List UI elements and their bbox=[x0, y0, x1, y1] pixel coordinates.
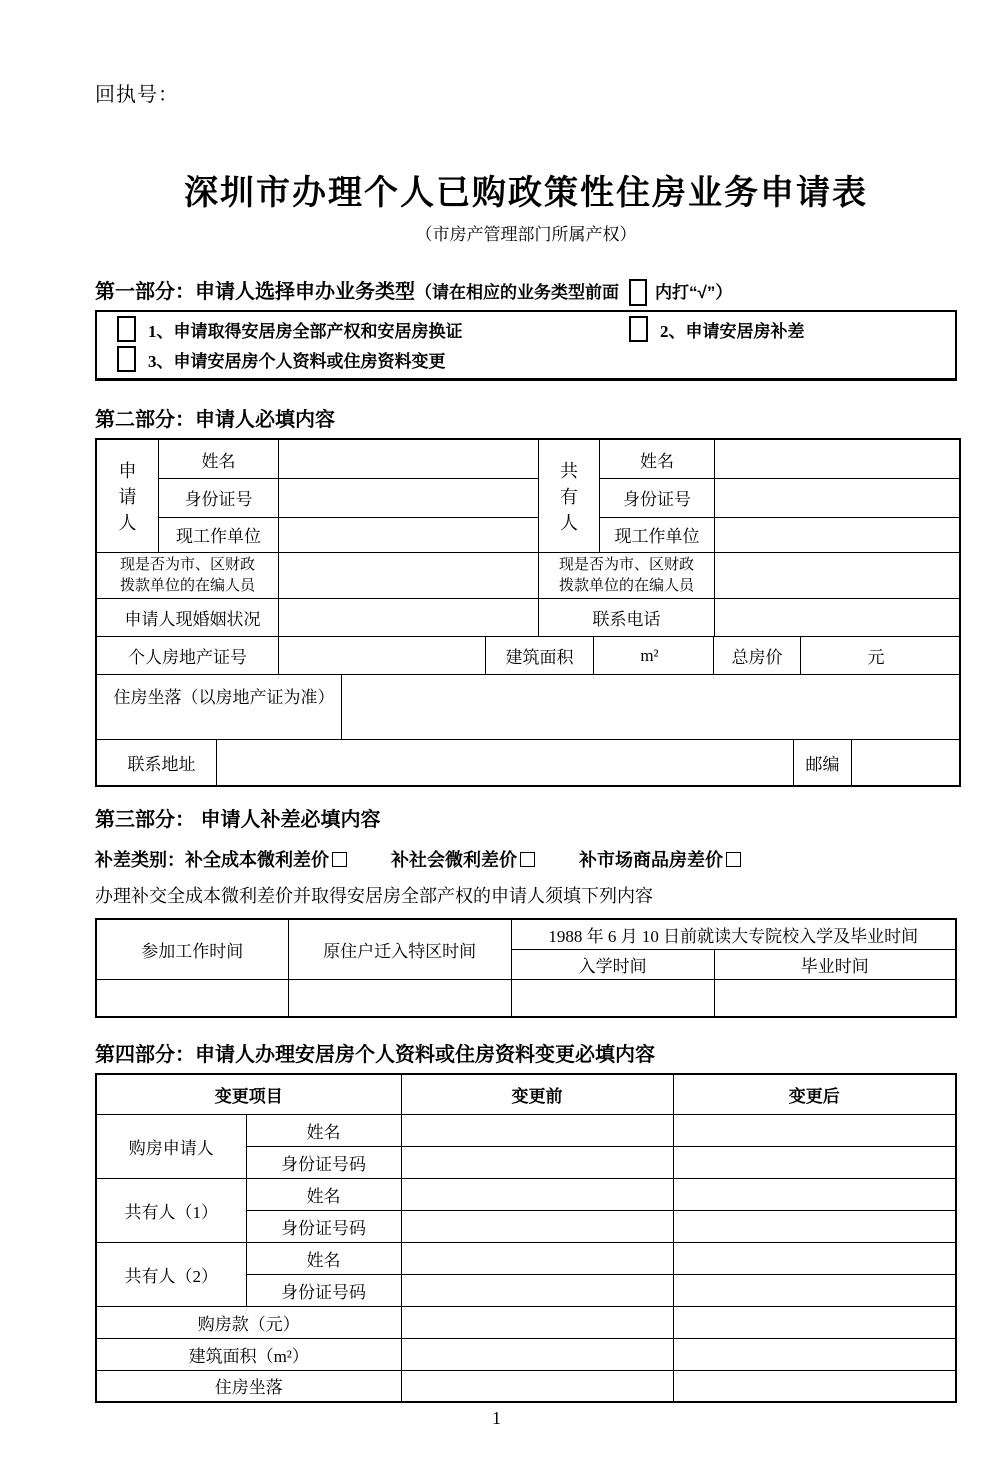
page-title: 深圳市办理个人已购政策性住房业务申请表 bbox=[184, 174, 868, 212]
coowner2-name-label: 姓名 bbox=[246, 1242, 401, 1274]
part3-note-line: 办理补交全成本微利差价并取得安居房全部产权的申请人须填下列内容 bbox=[95, 886, 653, 907]
part2-table bbox=[95, 438, 961, 787]
buyer-group-label: 购房申请人 bbox=[96, 1114, 246, 1178]
part4-table bbox=[95, 1073, 957, 1403]
part1-heading-main: 第一部分：申请人选择申办业务类型 bbox=[95, 281, 415, 303]
category-1-checkbox[interactable] bbox=[332, 852, 347, 867]
location-label: 住房坐落（以房地产证为准） bbox=[97, 675, 342, 739]
coowner2-name-before-cell[interactable] bbox=[401, 1242, 673, 1274]
phone-label: 联系电话 bbox=[539, 599, 715, 636]
category-3-label: 补市场商品房差价 bbox=[579, 850, 723, 871]
part3-category-line bbox=[95, 846, 957, 872]
coowner1-group-label: 共有人（1） bbox=[96, 1178, 246, 1242]
receipt-number-label: 回执号： bbox=[95, 84, 179, 106]
coowner1-id-label: 身份证号码 bbox=[246, 1210, 401, 1242]
area-value-cell[interactable] bbox=[594, 637, 714, 674]
school-time-header: 1988 年 6 月 10 日前就读大专院校入学及毕业时间 bbox=[511, 919, 956, 949]
coowner2-group-label: 共有人（2） bbox=[96, 1242, 246, 1306]
part4-heading: 第四部分：申请人办理安居房个人资料或住房资料变更必填内容 bbox=[95, 1044, 655, 1067]
change-item-header: 变更项目 bbox=[96, 1074, 401, 1114]
applicant-workunit-row bbox=[159, 518, 539, 553]
buyer-id-before-cell[interactable] bbox=[401, 1146, 673, 1178]
address-value-cell[interactable] bbox=[217, 740, 794, 785]
coowner-char: 人 bbox=[560, 513, 578, 534]
page-subtitle: （市房产管理部门所属产权） bbox=[415, 225, 637, 244]
applicant-char: 申 bbox=[118, 461, 137, 482]
applicant-group-label bbox=[97, 440, 159, 552]
applicant-workunit-label: 现工作单位 bbox=[159, 518, 279, 553]
buyer-id-after-cell[interactable] bbox=[673, 1146, 956, 1178]
coowner-id-row bbox=[600, 479, 959, 518]
coowner2-id-after-cell[interactable] bbox=[673, 1274, 956, 1306]
category-1-label: 补全成本微利差价 bbox=[185, 850, 329, 871]
option3-label: 3、申请安居房个人资料或住房资料变更 bbox=[148, 351, 446, 371]
coowner2-name-row bbox=[96, 1242, 956, 1274]
area-unit: m² bbox=[640, 645, 659, 665]
buyer-id-label: 身份证号码 bbox=[246, 1146, 401, 1178]
purchase-price-label: 购房款（元） bbox=[96, 1306, 401, 1338]
enroll-time-header: 入学时间 bbox=[511, 949, 714, 979]
coowner1-id-before-cell[interactable] bbox=[401, 1210, 673, 1242]
purchase-price-after-cell[interactable] bbox=[673, 1306, 956, 1338]
applicant-budget-value-cell[interactable] bbox=[279, 553, 539, 598]
move-in-value-cell[interactable] bbox=[288, 979, 511, 1017]
price-label: 总房价 bbox=[714, 637, 801, 674]
postcode-value-cell[interactable] bbox=[852, 740, 959, 785]
part1-option-3[interactable] bbox=[117, 346, 446, 372]
marriage-phone-row bbox=[97, 599, 959, 637]
category-3-checkbox[interactable] bbox=[726, 852, 741, 867]
option2-checkbox[interactable] bbox=[629, 316, 648, 342]
housing-location-before-cell[interactable] bbox=[401, 1370, 673, 1402]
coowner1-id-after-cell[interactable] bbox=[673, 1210, 956, 1242]
coowner-name-value-cell[interactable] bbox=[715, 440, 959, 478]
estate-cert-row bbox=[97, 637, 959, 675]
building-area-row bbox=[96, 1338, 956, 1370]
move-in-header: 原住户迁入特区时间 bbox=[288, 919, 511, 979]
estate-cert-label: 个人房地产证号 bbox=[97, 637, 279, 674]
part1-heading bbox=[95, 275, 957, 306]
budget-label-line2: 拨款单位的在编人员 bbox=[119, 577, 255, 594]
budget-staff-row bbox=[97, 553, 959, 599]
part1-heading-note-post: 内打“√”） bbox=[655, 283, 733, 302]
coowner-name-label: 姓名 bbox=[600, 440, 715, 478]
graduate-time-value-cell[interactable] bbox=[714, 979, 956, 1017]
housing-location-label: 住房坐落 bbox=[96, 1370, 401, 1402]
postcode-label: 邮编 bbox=[794, 740, 852, 785]
estate-cert-value-cell[interactable] bbox=[279, 637, 486, 674]
housing-location-after-cell[interactable] bbox=[673, 1370, 956, 1402]
category-2-checkbox[interactable] bbox=[520, 852, 535, 867]
part1-row-2 bbox=[117, 344, 955, 374]
before-change-header: 变更前 bbox=[401, 1074, 673, 1114]
category-prefix: 补差类别： bbox=[95, 850, 185, 871]
applicant-id-label: 身份证号 bbox=[159, 479, 279, 517]
address-row bbox=[97, 740, 959, 785]
buyer-name-after-cell[interactable] bbox=[673, 1114, 956, 1146]
page-number: 1 bbox=[492, 1408, 501, 1428]
applicant-id-value-cell[interactable] bbox=[279, 479, 539, 517]
coowner1-name-row bbox=[96, 1178, 956, 1210]
applicant-char: 请 bbox=[118, 487, 137, 508]
coowner-group-label bbox=[539, 440, 600, 552]
applicant-workunit-value-cell[interactable] bbox=[279, 518, 539, 553]
after-change-header: 变更后 bbox=[673, 1074, 956, 1114]
part1-row-1 bbox=[117, 314, 955, 344]
coowner1-name-after-cell[interactable] bbox=[673, 1178, 956, 1210]
applicant-char: 人 bbox=[118, 513, 137, 534]
applicant-name-row bbox=[159, 440, 539, 479]
coowner-char: 有 bbox=[560, 487, 578, 508]
part1-option-1[interactable] bbox=[117, 316, 629, 342]
part3-heading: 第三部分： 申请人补差必填内容 bbox=[95, 809, 381, 832]
option1-label: 1、申请取得安居房全部产权和安居房换证 bbox=[148, 321, 463, 341]
identity-section bbox=[97, 440, 959, 553]
coowner-workunit-value-cell[interactable] bbox=[715, 518, 959, 553]
coowner1-name-before-cell[interactable] bbox=[401, 1178, 673, 1210]
building-area-after-cell[interactable] bbox=[673, 1338, 956, 1370]
purchase-price-row bbox=[96, 1306, 956, 1338]
budget-label-line1: 现是否为市、区财政 bbox=[119, 557, 255, 574]
building-area-label: 建筑面积（m²） bbox=[96, 1338, 401, 1370]
part1-heading-note-pre: （请在相应的业务类型前面 bbox=[415, 283, 619, 302]
part2-heading: 第二部分：申请人必填内容 bbox=[95, 409, 335, 432]
graduate-time-header: 毕业时间 bbox=[714, 949, 956, 979]
marriage-label: 申请人现婚姻状况 bbox=[97, 599, 279, 636]
buyer-name-row bbox=[96, 1114, 956, 1146]
coowner-name-row bbox=[600, 440, 959, 479]
checkbox-sample-icon bbox=[629, 279, 647, 306]
budget-label-line1: 现是否为市、区财政 bbox=[558, 557, 694, 574]
purchase-price-before-cell[interactable] bbox=[401, 1306, 673, 1338]
budget-label-line2: 拨款单位的在编人员 bbox=[558, 577, 694, 594]
area-label: 建筑面积 bbox=[486, 637, 594, 674]
buyer-name-label: 姓名 bbox=[246, 1114, 401, 1146]
part4-header-row bbox=[96, 1074, 956, 1114]
housing-location-row bbox=[96, 1370, 956, 1402]
marriage-value-cell[interactable] bbox=[279, 599, 539, 636]
phone-value-cell[interactable] bbox=[715, 599, 959, 636]
coowner-workunit-label: 现工作单位 bbox=[600, 518, 715, 553]
location-value-cell[interactable] bbox=[342, 675, 959, 739]
coowner2-name-after-cell[interactable] bbox=[673, 1242, 956, 1274]
buyer-name-before-cell[interactable] bbox=[401, 1114, 673, 1146]
price-value-cell[interactable] bbox=[801, 637, 959, 674]
option2-label: 2、申请安居房补差 bbox=[660, 321, 805, 341]
applicant-name-label: 姓名 bbox=[159, 440, 279, 478]
price-unit: 元 bbox=[867, 648, 885, 668]
coowner-budget-label bbox=[539, 553, 715, 598]
form-page bbox=[0, 78, 993, 1482]
coowner-id-label: 身份证号 bbox=[600, 479, 715, 517]
part1-option-2[interactable] bbox=[629, 316, 805, 342]
part1-options-box bbox=[95, 310, 957, 381]
coowner-workunit-row bbox=[600, 518, 959, 553]
option3-checkbox[interactable] bbox=[117, 346, 136, 372]
building-area-before-cell[interactable] bbox=[401, 1338, 673, 1370]
location-row bbox=[97, 675, 959, 740]
applicant-fields bbox=[159, 440, 539, 552]
category-2-label: 补社会微利差价 bbox=[391, 850, 517, 871]
coowner2-id-label: 身份证号码 bbox=[246, 1274, 401, 1306]
coowner-budget-value-cell[interactable] bbox=[715, 553, 959, 598]
coowner-fields bbox=[600, 440, 959, 552]
option1-checkbox[interactable] bbox=[117, 316, 136, 342]
work-start-header: 参加工作时间 bbox=[96, 919, 288, 979]
applicant-budget-label bbox=[97, 553, 279, 598]
work-start-value-cell[interactable] bbox=[96, 979, 288, 1017]
coowner-char: 共 bbox=[560, 461, 578, 482]
enroll-time-value-cell[interactable] bbox=[511, 979, 714, 1017]
coowner2-id-before-cell[interactable] bbox=[401, 1274, 673, 1306]
coowner-id-value-cell[interactable] bbox=[715, 479, 959, 517]
applicant-name-value-cell[interactable] bbox=[279, 440, 539, 478]
part3-table bbox=[95, 918, 957, 1018]
applicant-id-row bbox=[159, 479, 539, 518]
coowner1-name-label: 姓名 bbox=[246, 1178, 401, 1210]
address-label: 联系地址 bbox=[97, 740, 217, 785]
